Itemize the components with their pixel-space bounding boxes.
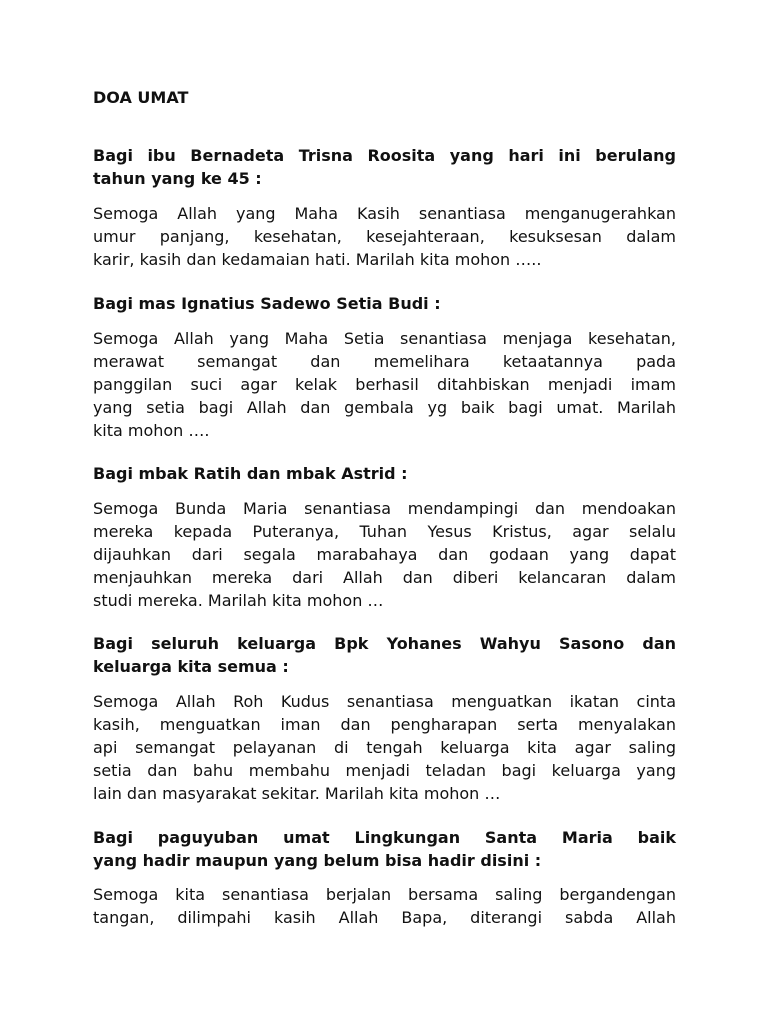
heading-line: Bagi mbak Ratih dan mbak Astrid : <box>93 464 408 483</box>
document-title <box>93 86 676 109</box>
body-line: Semoga Bunda Maria senantiasa mendampingi dan mendoakan <box>93 499 676 518</box>
section-body <box>93 327 676 442</box>
body-line: lain dan masyarakat sekitar. Marilah kita mohon … <box>93 784 501 803</box>
body-line: tangan, dilimpahi kasih Allah Bapa, diterangi sabda Allah <box>93 908 676 927</box>
body-line: panggilan suci agar kelak berhasil ditahbiskan menjadi imam <box>93 375 676 394</box>
heading-line: Bagi ibu Bernadeta Trisna Roosita yang hari ini berulang <box>93 146 676 165</box>
body-line: umur panjang, kesehatan, kesejahteraan, kesuksesan dalam <box>93 227 676 246</box>
body-line: mereka kepada Puteranya, Tuhan Yesus Kristus, agar selalu <box>93 522 676 541</box>
section-heading <box>93 292 676 315</box>
heading-line: Bagi paguyuban umat Lingkungan Santa Maria baik <box>93 828 676 847</box>
section-heading <box>93 826 676 872</box>
title-text: DOA UMAT <box>93 88 189 107</box>
body-line: dijauhkan dari segala marabahaya dan godaan yang dapat <box>93 545 676 564</box>
section-heading <box>93 632 676 678</box>
body-line: menjauhkan mereka dari Allah dan diberi kelancaran dalam <box>93 568 676 587</box>
heading-line: yang hadir maupun yang belum bisa hadir disini : <box>93 851 542 870</box>
body-line: yang setia bagi Allah dan gembala yg baik bagi umat. Marilah <box>93 398 676 417</box>
body-line: merawat semangat dan memelihara ketaatannya pada <box>93 352 676 371</box>
heading-line: keluarga kita semua : <box>93 657 289 676</box>
section-heading <box>93 144 676 190</box>
body-line: Semoga Allah yang Maha Kasih senantiasa menganugerahkan <box>93 204 676 223</box>
heading-line: Bagi mas Ignatius Sadewo Setia Budi : <box>93 294 441 313</box>
section-body <box>93 690 676 805</box>
body-line: Semoga kita senantiasa berjalan bersama saling bergandengan <box>93 885 676 904</box>
section-body <box>93 883 676 929</box>
body-line: kita mohon …. <box>93 421 210 440</box>
body-line: setia dan bahu membahu menjadi teladan bagi keluarga yang <box>93 761 676 780</box>
body-line: kasih, menguatkan iman dan pengharapan serta menyalakan <box>93 715 676 734</box>
body-line: studi mereka. Marilah kita mohon … <box>93 591 384 610</box>
body-line: Semoga Allah Roh Kudus senantiasa menguatkan ikatan cinta <box>93 692 676 711</box>
heading-line: Bagi seluruh keluarga Bpk Yohanes Wahyu Sasono dan <box>93 634 676 653</box>
section-heading <box>93 462 676 485</box>
section-body <box>93 497 676 612</box>
body-line: api semangat pelayanan di tengah keluarga kita agar saling <box>93 738 676 757</box>
section-body <box>93 202 676 271</box>
body-line: karir, kasih dan kedamaian hati. Marilah kita mohon ….. <box>93 250 542 269</box>
body-line: Semoga Allah yang Maha Setia senantiasa menjaga kesehatan, <box>93 329 676 348</box>
heading-line: tahun yang ke 45 : <box>93 169 262 188</box>
